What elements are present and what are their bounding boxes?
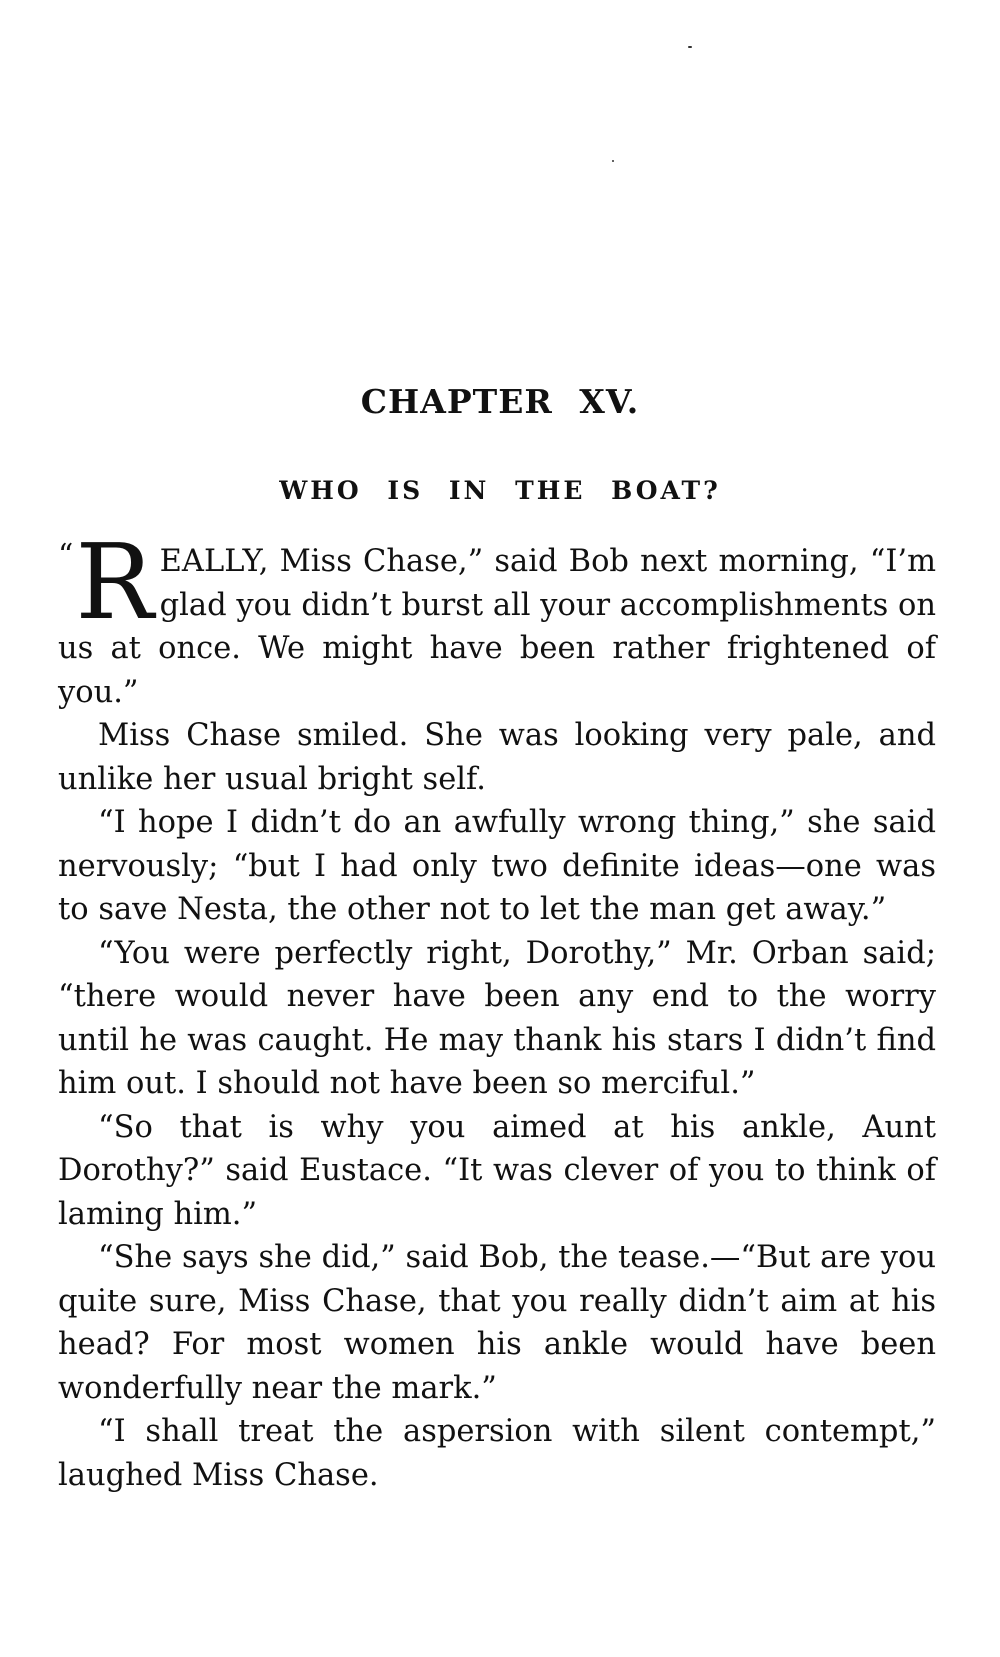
chapter-text (58, 521, 936, 1497)
paragraph: Miss Chase smiled. She was looking very pale, and unlike her usual bright self. (58, 718, 936, 797)
paragraph: “I hope I didn’t do an awfully wrong thing,” she said nervously; “but I had only two definite ideas—one was to save Nesta, the other not to let the man get away.” (58, 805, 936, 927)
paragraph: “So that is why you aimed at his ankle, Aunt Dorothy?” said Eustace. “It was clever of you to think of laming him.” (58, 1109, 936, 1232)
chapter-subtitle: WHO IS IN THE BOAT? (279, 476, 721, 505)
paragraph: “She says she did,” said Bob, the tease.—“But are you quite sure, Miss Chase, that you really didn’t aim at his head? For most women his ankle would have been wonderfully near the mark.” (58, 1240, 936, 1406)
chapter-title: CHAPTER XV. (360, 382, 640, 421)
paragraph: “I shall treat the aspersion with silent contempt,” laughed Miss Chase. (58, 1414, 936, 1493)
scan-speck (688, 46, 692, 48)
dropcap-letter: R (75, 521, 154, 643)
paragraph: “You were perfectly right, Dorothy,” Mr. Orban said; “there would never have been any end to the worry until he was caught. He may thank his stars I didn’t find him out. I should not have been so merciful.” (58, 935, 936, 1101)
paragraph (58, 521, 936, 714)
dropcap-quote: “ (58, 538, 74, 573)
scan-speck (612, 160, 614, 162)
paragraph-text: EALLY, Miss Chase,” said Bob next morning, “I’m glad you didn’t burst all your accomplishments on us at once. We might have been rather frightened of you.” (58, 544, 936, 710)
